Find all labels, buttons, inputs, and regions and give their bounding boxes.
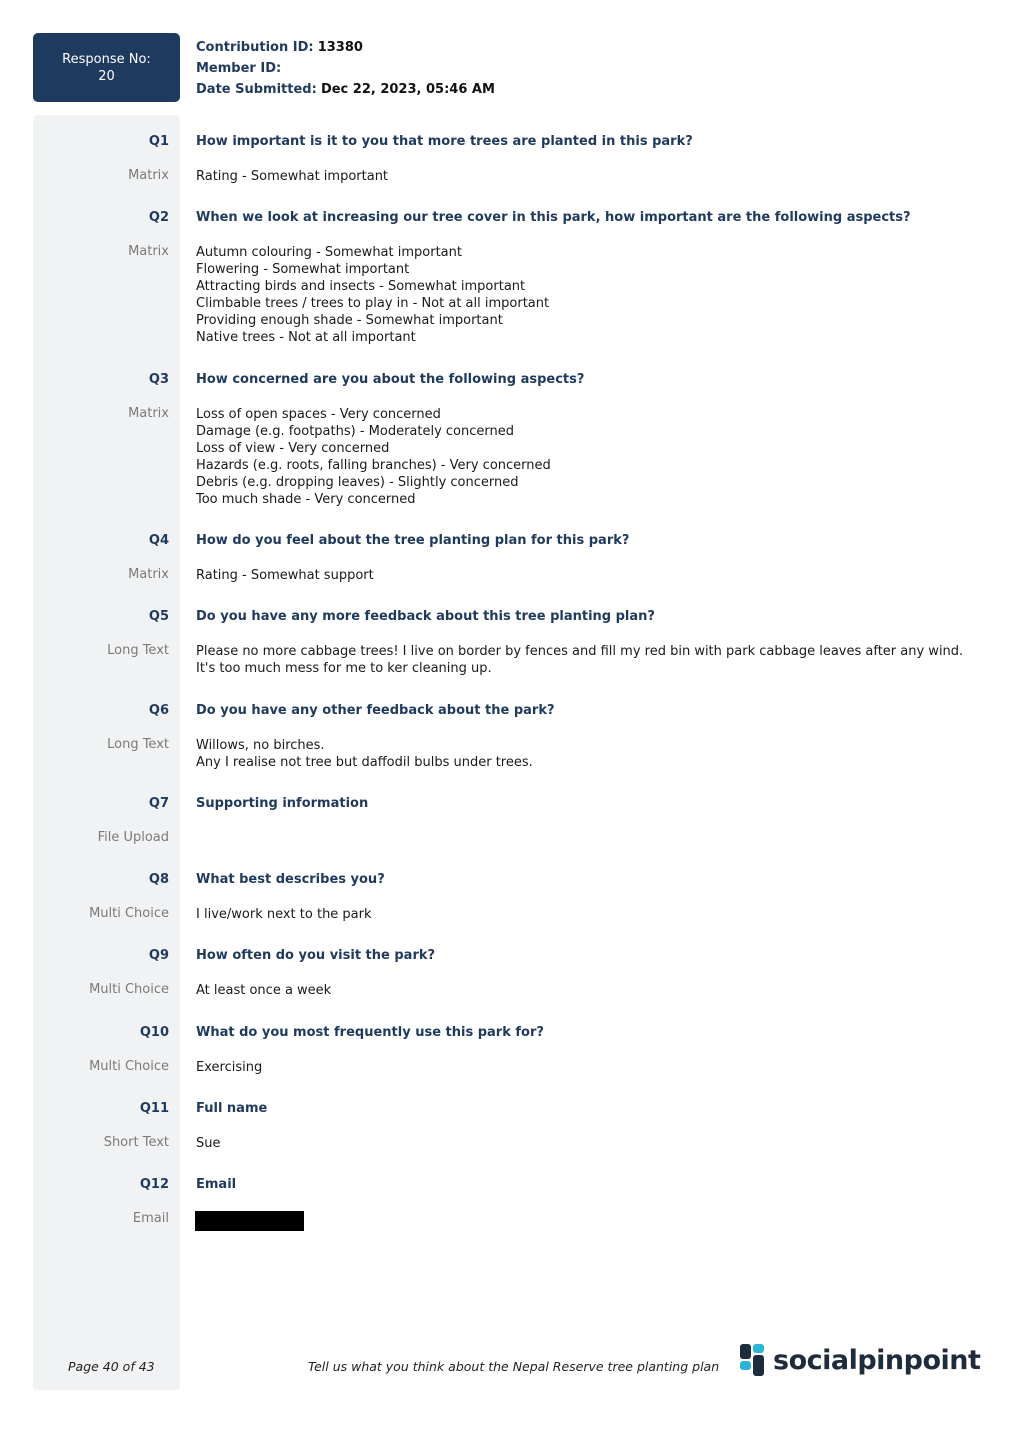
question-number: Q2 [148, 210, 169, 225]
response-label: Response No: [62, 51, 151, 67]
answer-list [196, 406, 973, 508]
contribution-id-value: 13380 [317, 40, 363, 55]
answer-row [33, 567, 973, 584]
answer-line: Too much shade - Very concerned [196, 492, 416, 507]
question-header [33, 1025, 973, 1045]
answer-line: Willows, no birches. [196, 738, 325, 753]
answer-list [196, 737, 973, 771]
redacted-email [195, 1211, 304, 1231]
pinpoint-logo-icon [739, 1343, 765, 1377]
answer-line: Loss of open spaces - Very concerned [196, 407, 441, 422]
question-type: Multi Choice [89, 1059, 169, 1074]
question-type: Short Text [103, 1135, 169, 1150]
answer-list [196, 643, 973, 677]
question-type: Multi Choice [89, 982, 169, 997]
answer-line: Exercising [196, 1060, 263, 1075]
question-title: What best describes you? [196, 872, 385, 887]
answer-line: Native trees - Not at all important [196, 330, 416, 345]
answer-line: Sue [196, 1136, 221, 1151]
answer-list [196, 168, 973, 185]
answer-line: Autumn colouring - Somewhat important [196, 245, 462, 260]
answer-line: Attracting birds and insects - Somewhat important [196, 279, 526, 294]
answer-line: Debris (e.g. dropping leaves) - Slightly concerned [196, 475, 519, 490]
answer-row [33, 1059, 973, 1076]
answer-row [33, 1211, 973, 1236]
question-number: Q12 [139, 1177, 169, 1192]
question-number: Q10 [139, 1025, 169, 1040]
answer-row [33, 643, 973, 677]
answer-line: At least once a week [196, 983, 332, 998]
answer-list [196, 244, 973, 346]
answer-line: Please no more cabbage trees! I live on border by fences and fill my red bin with park cabbage leaves after any wind. [196, 644, 964, 659]
question-header [33, 609, 973, 629]
answer-line: Providing enough shade - Somewhat important [196, 313, 503, 328]
question-header [33, 1101, 973, 1121]
answer-row [33, 982, 973, 999]
question-type: Email [132, 1211, 169, 1226]
answer-list [196, 567, 973, 584]
question-title: Full name [196, 1101, 268, 1116]
question-title: How concerned are you about the following aspects? [196, 372, 585, 387]
answer-list [196, 982, 973, 999]
answer-line: I live/work next to the park [196, 907, 372, 922]
response-number-box [33, 33, 180, 102]
question-block [33, 372, 973, 508]
submission-meta [196, 37, 495, 100]
answer-row [33, 737, 973, 771]
answer-list [196, 906, 973, 923]
question-block [33, 872, 973, 923]
date-submitted-value: Dec 22, 2023, 05:46 AM [320, 82, 495, 97]
question-title: What do you most frequently use this park for? [196, 1025, 544, 1040]
question-block [33, 1177, 973, 1236]
answer-row [33, 830, 973, 847]
answer-list [196, 1211, 973, 1236]
question-type: Long Text [107, 643, 169, 658]
answer-line: Loss of view - Very concerned [196, 441, 390, 456]
answer-list [196, 1059, 973, 1076]
question-type: Matrix [128, 168, 169, 183]
question-title: When we look at increasing our tree cover in this park, how important are the following aspects? [196, 210, 911, 225]
answer-line: Damage (e.g. footpaths) - Moderately concerned [196, 424, 514, 439]
question-header [33, 372, 973, 392]
question-title: How important is it to you that more trees are planted in this park? [196, 134, 693, 149]
question-header [33, 703, 973, 723]
question-title: Do you have any more feedback about this tree planting plan? [196, 609, 655, 624]
question-number: Q6 [148, 703, 169, 718]
question-title: Supporting information [196, 796, 369, 811]
question-block [33, 533, 973, 584]
question-header [33, 948, 973, 968]
question-header [33, 533, 973, 553]
question-number: Q4 [148, 533, 169, 548]
question-type: Multi Choice [89, 906, 169, 921]
question-block [33, 134, 973, 185]
contribution-id-label: Contribution ID: [196, 40, 314, 55]
question-number: Q5 [148, 609, 169, 624]
question-block [33, 1101, 973, 1152]
answer-line: Hazards (e.g. roots, falling branches) - Very concerned [196, 458, 551, 473]
answer-row [33, 244, 973, 346]
question-header [33, 210, 973, 230]
answer-line: Climbable trees / trees to play in - Not at all important [196, 296, 550, 311]
question-block [33, 703, 973, 771]
question-header [33, 1177, 973, 1197]
question-number: Q3 [148, 372, 169, 387]
answer-line: Any I realise not tree but daffodil bulbs under trees. [196, 755, 533, 770]
question-header [33, 134, 973, 154]
question-number: Q9 [148, 948, 169, 963]
question-title: How often do you visit the park? [196, 948, 436, 963]
answer-row [33, 168, 973, 185]
answer-list [196, 830, 973, 847]
question-block [33, 1025, 973, 1076]
question-title: How do you feel about the tree planting plan for this park? [196, 533, 630, 548]
question-number: Q1 [148, 134, 169, 149]
answer-line: Flowering - Somewhat important [196, 262, 410, 277]
page-number: Page 40 of 43 [68, 1359, 155, 1374]
question-type: Long Text [107, 737, 169, 752]
question-header [33, 796, 973, 816]
question-title: Email [196, 1177, 237, 1192]
socialpinpoint-logo [739, 1343, 980, 1377]
question-block [33, 948, 973, 999]
question-header [33, 872, 973, 892]
question-type: Matrix [128, 567, 169, 582]
response-number: 20 [98, 68, 115, 84]
question-title: Do you have any other feedback about the park? [196, 703, 555, 718]
question-block [33, 796, 973, 847]
answer-list [196, 1135, 973, 1152]
answer-row [33, 406, 973, 508]
answer-row [33, 1135, 973, 1152]
member-id-label: Member ID: [196, 61, 282, 76]
date-submitted-label: Date Submitted: [196, 82, 317, 97]
question-block [33, 609, 973, 677]
question-block [33, 210, 973, 346]
question-number: Q11 [139, 1101, 169, 1116]
answer-line: Rating - Somewhat support [196, 568, 374, 583]
answer-row [33, 906, 973, 923]
question-number: Q7 [148, 796, 169, 811]
answer-line: Rating - Somewhat important [196, 169, 389, 184]
question-number: Q8 [148, 872, 169, 887]
logo-wordmark: socialpinpoint [773, 1344, 981, 1376]
question-type: Matrix [128, 244, 169, 259]
question-type: File Upload [97, 830, 169, 845]
question-type: Matrix [128, 406, 169, 421]
survey-title: Tell us what you think about the Nepal Reserve tree planting plan [308, 1359, 720, 1374]
answer-line: It's too much mess for me to ker cleaning up. [196, 661, 492, 676]
